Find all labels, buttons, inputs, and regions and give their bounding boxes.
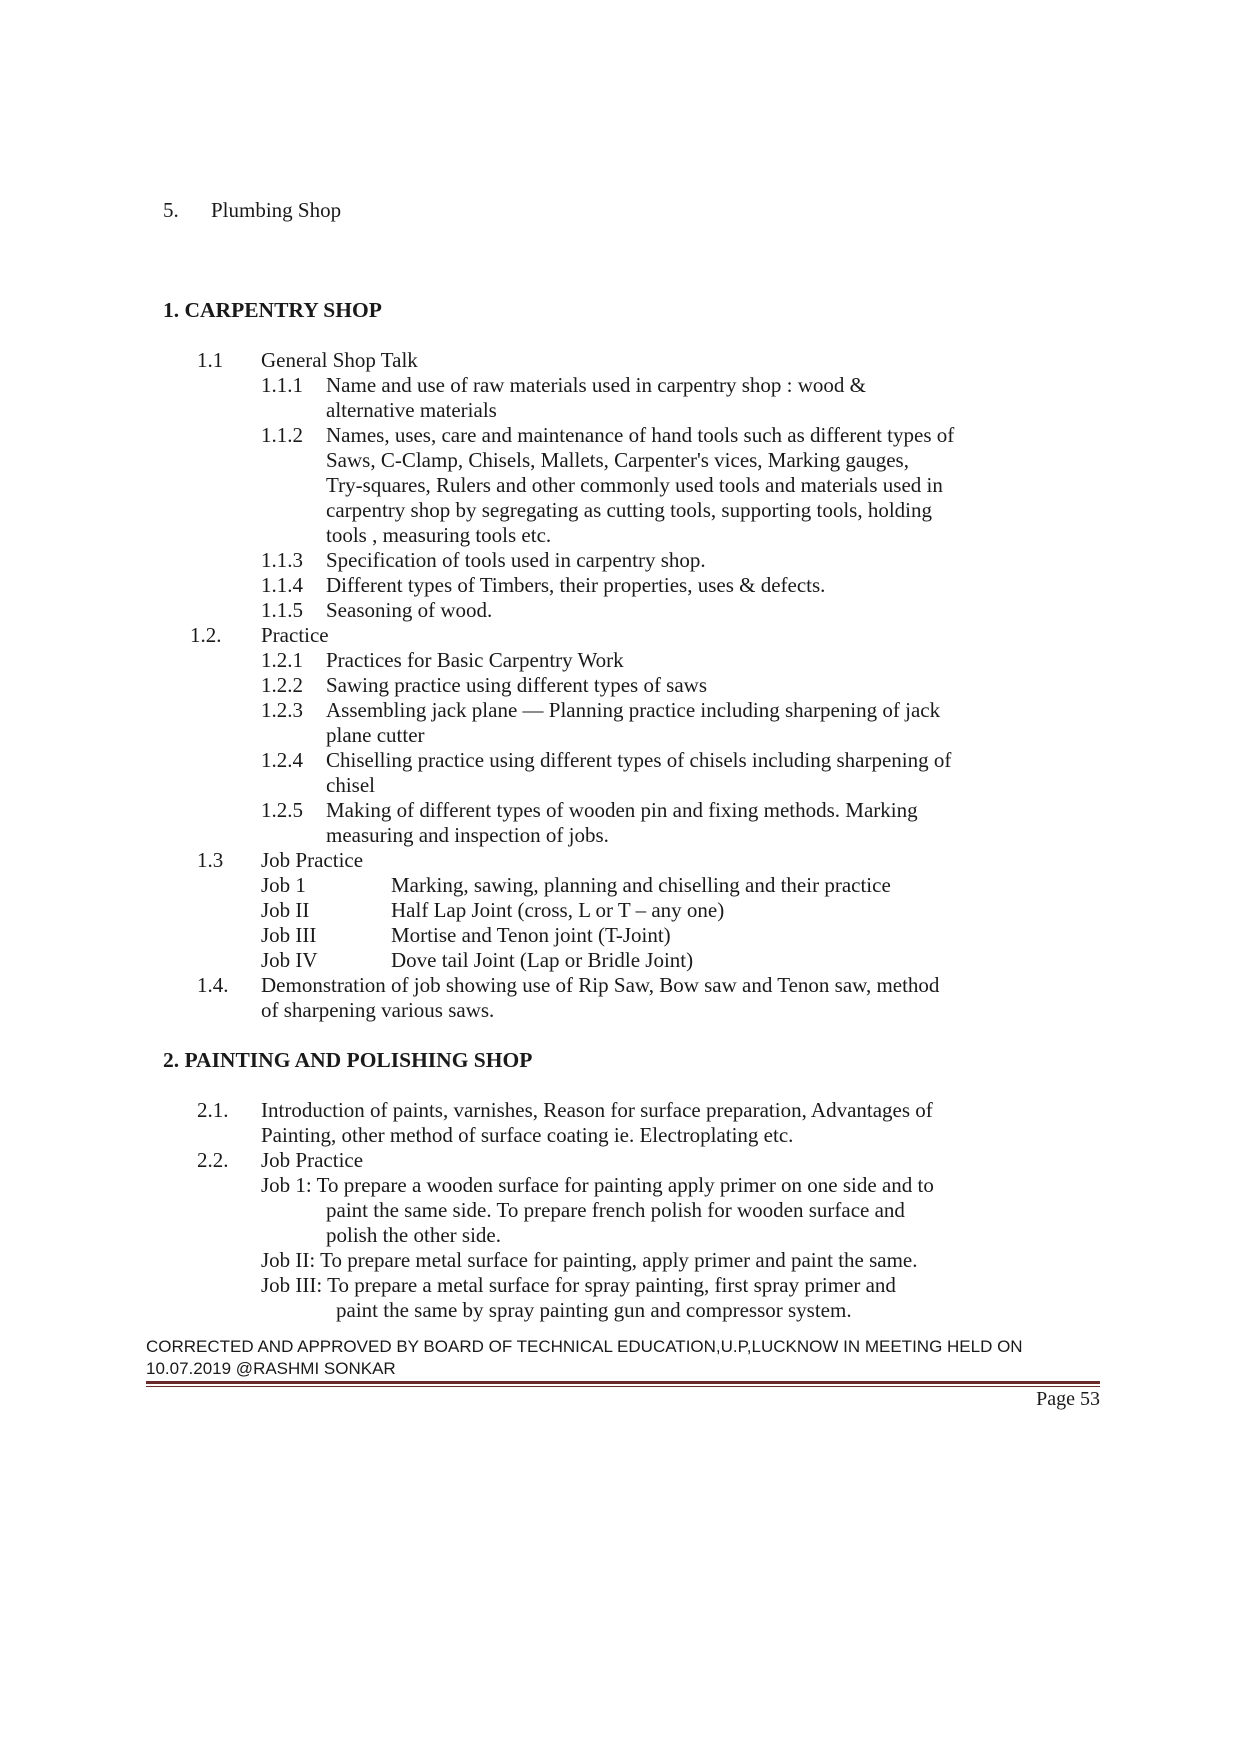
item-text: carpentry shop by segregating as cutting tools, supporting tools, holding — [326, 498, 933, 522]
item-number: 1.2.1 — [261, 648, 303, 672]
item-text: Chiselling practice using different types of chisels including sharpening of — [326, 748, 952, 772]
section-number: 1.3 — [197, 848, 224, 872]
subsection-title: Job Practice — [261, 1148, 364, 1172]
item-text: tools , measuring tools etc. — [326, 523, 552, 547]
subsection-title: Job Practice — [261, 848, 364, 872]
section-number: 1.1 — [197, 348, 224, 372]
job-label: Job IV — [261, 948, 318, 972]
list-number: 5. — [163, 198, 179, 222]
job-label: Job III — [261, 923, 317, 947]
item-text: Demonstration of job showing use of Rip Saw, Bow saw and Tenon saw, method — [261, 973, 940, 997]
item-text: Different types of Timbers, their properties, uses & defects. — [326, 573, 826, 597]
job-text: Marking, sawing, planning and chiselling and their practice — [391, 873, 891, 897]
item-number: 1.2.2 — [261, 673, 303, 697]
job-text: Job II: To prepare metal surface for painting, apply primer and paint the same. — [261, 1248, 918, 1272]
footer-rule-thin — [146, 1386, 1100, 1387]
item-text: chisel — [326, 773, 375, 797]
section-number: 2.1. — [197, 1098, 229, 1122]
section-number: 1.2. — [190, 623, 222, 647]
footer-date-author: 10.07.2019 @RASHMI SONKAR — [146, 1359, 396, 1378]
item-text: Sawing practice using different types of saws — [326, 673, 708, 697]
section-heading-painting: 2. PAINTING AND POLISHING SHOP — [163, 1048, 533, 1072]
job-text: polish the other side. — [326, 1223, 501, 1247]
item-text: plane cutter — [326, 723, 425, 747]
subsection-title: General Shop Talk — [261, 348, 418, 372]
job-text: Mortise and Tenon joint (T-Joint) — [391, 923, 671, 947]
item-text: alternative materials — [326, 398, 497, 422]
page-number: Page 53 — [1036, 1388, 1100, 1410]
list-item-plumbing-shop: Plumbing Shop — [211, 198, 342, 222]
item-text: Names, uses, care and maintenance of hand tools such as different types of — [326, 423, 955, 447]
item-number: 1.2.4 — [261, 748, 303, 772]
section-number: 1.4. — [197, 973, 229, 997]
item-text: Name and use of raw materials used in carpentry shop : wood & — [326, 373, 867, 397]
item-number: 1.2.3 — [261, 698, 303, 722]
job-label: Job II — [261, 898, 310, 922]
item-text: measuring and inspection of jobs. — [326, 823, 609, 847]
job-text: Dove tail Joint (Lap or Bridle Joint) — [391, 948, 694, 972]
job-label: Job 1 — [261, 873, 306, 897]
job-text: Half Lap Joint (cross, L or T – any one) — [391, 898, 725, 922]
item-number: 1.1.5 — [261, 598, 303, 622]
item-number: 1.1.3 — [261, 548, 303, 572]
job-text: Job III: To prepare a metal surface for spray painting, first spray primer and — [261, 1273, 896, 1297]
item-text: Practices for Basic Carpentry Work — [326, 648, 624, 672]
section-number: 2.2. — [197, 1148, 229, 1172]
job-text: Job 1: To prepare a wooden surface for painting apply primer on one side and to — [261, 1173, 934, 1197]
job-text: paint the same by spray painting gun and compressor system. — [336, 1298, 852, 1322]
item-number: 1.1.4 — [261, 573, 303, 597]
item-text: Try-squares, Rulers and other commonly used tools and materials used in — [326, 473, 943, 497]
section-heading-carpentry: 1. CARPENTRY SHOP — [163, 298, 382, 322]
item-text: Assembling jack plane — Planning practice including sharpening of jack — [326, 698, 941, 722]
item-number: 1.1.1 — [261, 373, 303, 397]
item-text: of sharpening various saws. — [261, 998, 495, 1022]
item-number: 1.2.5 — [261, 798, 303, 822]
footer-approval-line: CORRECTED AND APPROVED BY BOARD OF TECHNICAL EDUCATION,U.P,LUCKNOW IN MEETING HELD ON — [146, 1337, 1023, 1356]
item-number: 1.1.2 — [261, 423, 303, 447]
subsection-title: Practice — [261, 623, 329, 647]
job-text: paint the same side. To prepare french polish for wooden surface and — [326, 1198, 905, 1222]
item-text: Specification of tools used in carpentry shop. — [326, 548, 706, 572]
item-text: Making of different types of wooden pin and fixing methods. Marking — [326, 798, 918, 822]
footer-rule-thick — [146, 1381, 1100, 1384]
item-text: Saws, C-Clamp, Chisels, Mallets, Carpenter's vices, Marking gauges, — [326, 448, 909, 472]
item-text: Seasoning of wood. — [326, 598, 493, 622]
item-text: Introduction of paints, varnishes, Reason for surface preparation, Advantages of — [261, 1098, 933, 1122]
item-text: Painting, other method of surface coating ie. Electroplating etc. — [261, 1123, 794, 1147]
